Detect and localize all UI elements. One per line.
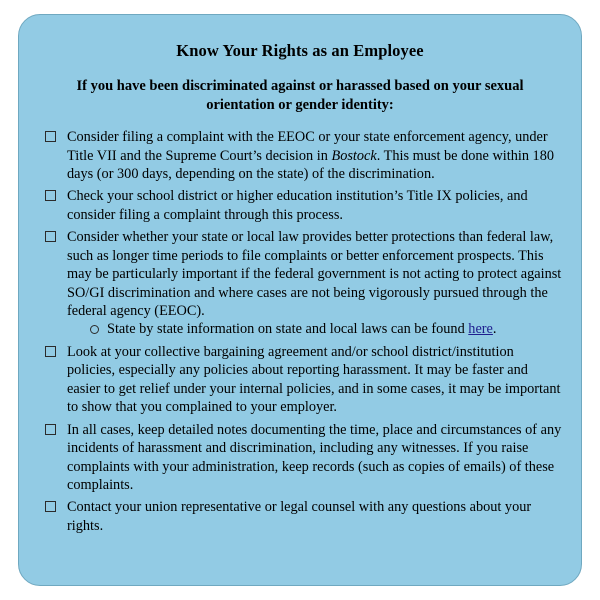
list-item-text-after: . This must be done within 180 days (or 300 days, depending on the state) of the discrimination.: [67, 147, 555, 182]
circle-bullet-icon: [90, 325, 99, 334]
list-item-text-before: In all cases, keep detailed notes documenting the time, place and circumstances of any incidents of harassment and discrimination, including any witnesses. If you raise complaints with your administration, keep records (such as copies of emails) of these complaints.: [67, 421, 562, 493]
list-item: [67, 187, 563, 224]
rights-info-card: [18, 14, 582, 586]
list-item: [67, 343, 563, 417]
list-item-text-before: Contact your union representative or legal counsel with any questions about your rights.: [67, 499, 532, 534]
sub-list: [67, 320, 563, 338]
state-law-link[interactable]: here: [468, 321, 493, 338]
page-title: Know Your Rights as an Employee: [176, 41, 424, 60]
checkbox-icon: [45, 190, 56, 201]
list-item-text-before: Consider whether your state or local law provides better protections than federal law, such as longer time periods to file complaints or better enforcement prospects. This may be particularly important if the federal government is not acting to protect against SO/GI discrimination and where cases are not being vigorously pursued through the federal agency (EEOC).: [67, 229, 562, 320]
list-item-text-before: Check your school district or higher education institution’s Title IX policies, and consider filing a complaint through this process.: [67, 188, 528, 223]
sub-list-item-text-after: .: [492, 321, 497, 338]
checkbox-icon: [45, 131, 56, 142]
list-item-text-before: Look at your collective bargaining agreement and/or school district/institution policies, especially any policies about reporting harassment. It may be faster and easier to get relief under your internal policies, and in some cases, it may be important to show that you complained to your employer.: [67, 343, 561, 416]
subtitle: If you have been discriminated against or harassed based on your sexual orientation or gender identity:: [76, 78, 524, 113]
checkbox-icon: [45, 501, 56, 512]
sub-list-item-text-before: State by state information on state and local laws can be found: [107, 321, 469, 338]
checkbox-icon: [45, 231, 56, 242]
list-item-text-before: Consider filing a complaint with the EEOC or your state enforcement agency, under Title VII and the Supreme Court’s decision in: [67, 129, 548, 164]
list-item: [67, 128, 563, 183]
list-item: [67, 498, 563, 535]
list-item-text-italic: Bostock: [331, 147, 377, 164]
checkbox-icon: [45, 424, 56, 435]
rights-list: [19, 128, 581, 535]
sub-list-item: [107, 320, 563, 338]
list-item: [67, 421, 563, 495]
checkbox-icon: [45, 346, 56, 357]
list-item: [67, 228, 563, 339]
